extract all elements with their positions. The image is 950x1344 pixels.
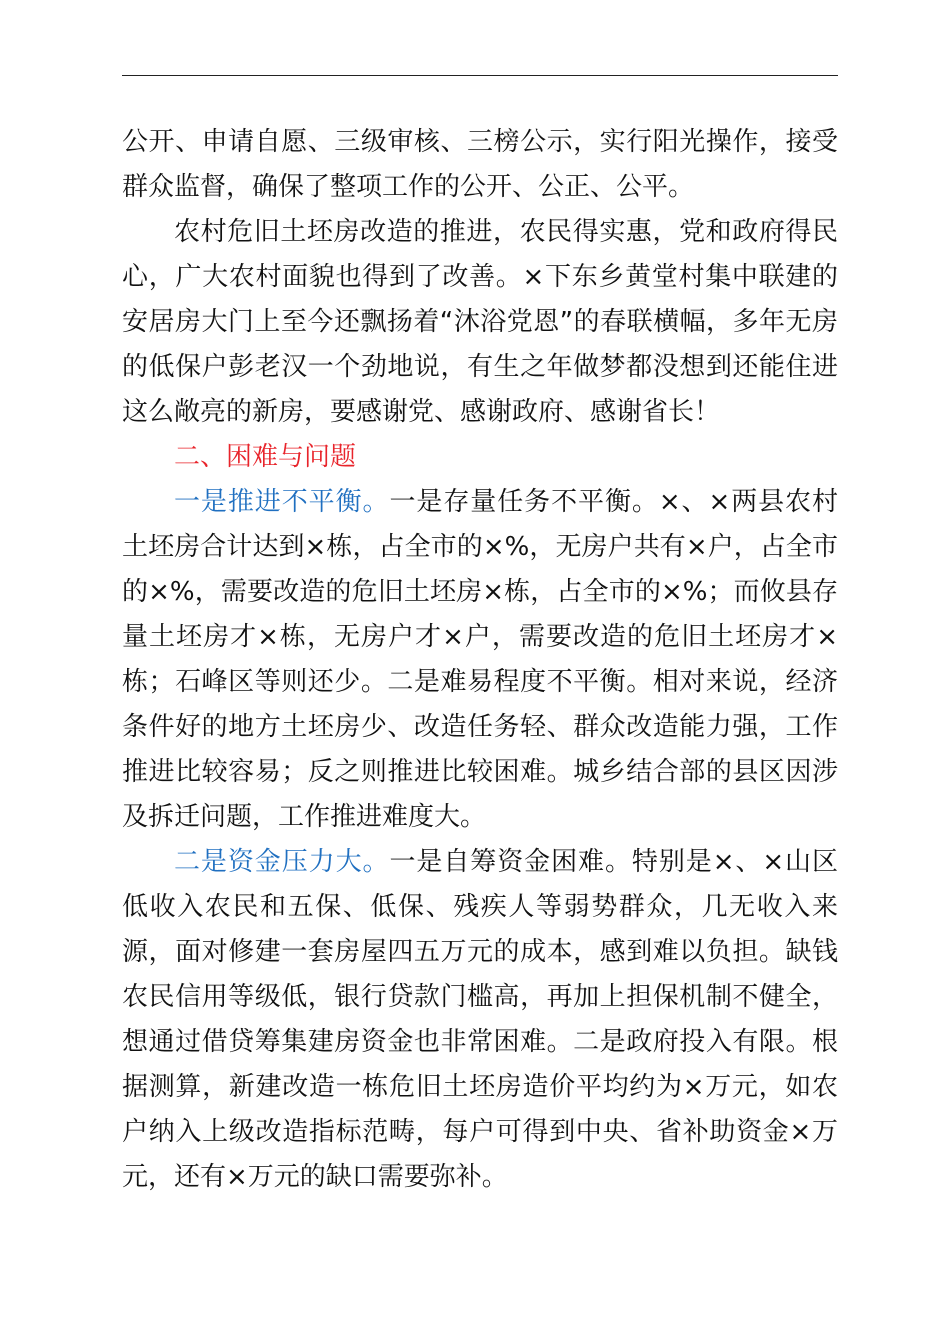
- paragraph-funding: [122, 840, 838, 1200]
- paragraph-rural-renovation: 农村危旧土坯房改造的推进，农民得实惠，党和政府得民心，广大农村面貌也得到了改善。×下东乡黄堂村集中联建的安居房大门上至今还飘扬着“沐浴党恩”的春联横幅，多年无房的低保户彭老汉一个劲地说，有生之年做梦都没想到还能住进这么敞亮的新房，要感谢党、感谢政府、感谢省长！: [122, 217, 838, 427]
- paragraph-lead-imbalance: 一是推进不平衡。: [174, 487, 390, 517]
- section-heading: 二、困难与问题: [174, 442, 357, 472]
- paragraph-body-funding: 一是自筹资金困难。特别是×、×山区低收入农民和五保、低保、残疾人等弱势群众，几无收入来源，面对修建一套房屋四五万元的成本，感到难以负担。缺钱农民信用等级低，银行贷款门槛高，再加上担保机制不健全，想通过借贷筹集建房资金也非常困难。二是政府投入有限。根据测算，新建改造一栋危旧土坯房造价平均约为×万元，如农户纳入上级改造指标范畴，每户可得到中央、省补助资金×万元，还有×万元的缺口需要弥补。: [122, 847, 838, 1192]
- document-body: [122, 120, 838, 1200]
- paragraph-imbalance: [122, 480, 838, 840]
- header-rule: [122, 75, 838, 76]
- paragraph-lead-funding: 二是资金压力大。: [174, 847, 390, 877]
- paragraph-body-imbalance: 一是存量任务不平衡。×、×两县农村土坯房合计达到×栋，占全市的×%，无房户共有×户，占全市的×%，需要改造的危旧土坯房×栋，占全市的×%；而攸县存量土坯房才×栋，无房户才×户，需要改造的危旧土坯房才×栋；石峰区等则还少。二是难易程度不平衡。相对来说，经济条件好的地方土坯房少、改造任务轻、群众改造能力强，工作推进比较容易；反之则推进比较困难。城乡结合部的县区因涉及拆迁问题，工作推进难度大。: [122, 487, 838, 832]
- paragraph-continuation: 公开、申请自愿、三级审核、三榜公示，实行阳光操作，接受群众监督，确保了整项工作的公开、公正、公平。: [122, 127, 838, 202]
